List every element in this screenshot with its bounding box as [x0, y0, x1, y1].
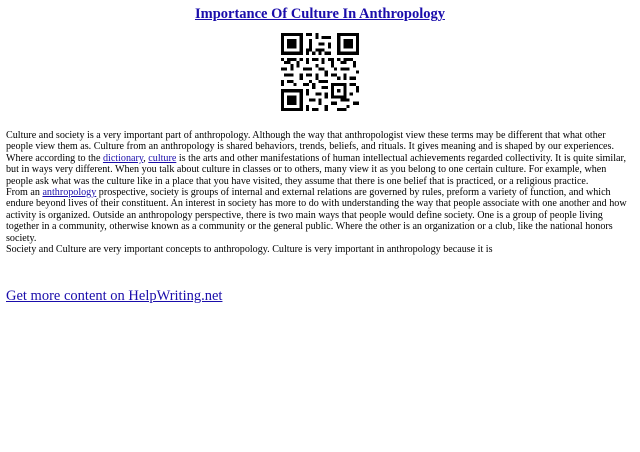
- qr-code-icon: [281, 33, 359, 111]
- paragraph-2-text-b: prospective, society is groups of internal and external relations are governed by rules, preform a variety of function, and which endure beyond lives of their constituent. An interest in society has more to do with understanding the way that people associate with one another and how activity is organized. Outside an anthropology perspective, there is two main ways that people would define society. One is a group of people living together in a community, otherwise known as a community or the general public. Where the other is an organization or a club, like the national honors society.: [6, 187, 627, 244]
- paragraph-1: [6, 130, 630, 187]
- paragraph-3: Society and Culture are very important concepts to anthropology. Culture is very important in anthropology because it is: [6, 244, 493, 256]
- paragraph-1-text-b: ,: [143, 152, 149, 164]
- paragraph-1-text-a: Culture and society is a very important part of anthropology. Although the way that anthropologist view these terms may be different that what other people view them as. Culture from an anthropology is shared behaviors, trends, beliefs, and rituals. It gives meaning and is shaped by our experiences. Where according to the: [6, 130, 614, 164]
- get-more-content-link[interactable]: Get more content on HelpWriting.net: [6, 288, 223, 304]
- anthropology-link[interactable]: anthropology: [42, 187, 97, 199]
- paragraph-1-text-c: is the arts and other manifestations of human intellectual achievements regarded collectivity. It is quite similar, but in ways very different. When you talk about culture in classes or to others, many view it as you belong to one certain culture. For example, when people ask what was the culture like in a place that you have visited, they assume that there is one belief that is practiced, or a religious practice.: [6, 152, 626, 187]
- paragraph-2: [6, 187, 630, 244]
- document-title[interactable]: Importance Of Culture In Anthropology: [194, 6, 445, 22]
- dictionary-link[interactable]: dictionary: [102, 152, 144, 164]
- culture-link[interactable]: culture: [148, 152, 177, 164]
- article-body: [6, 130, 630, 255]
- paragraph-2-text-a: From an: [6, 187, 43, 199]
